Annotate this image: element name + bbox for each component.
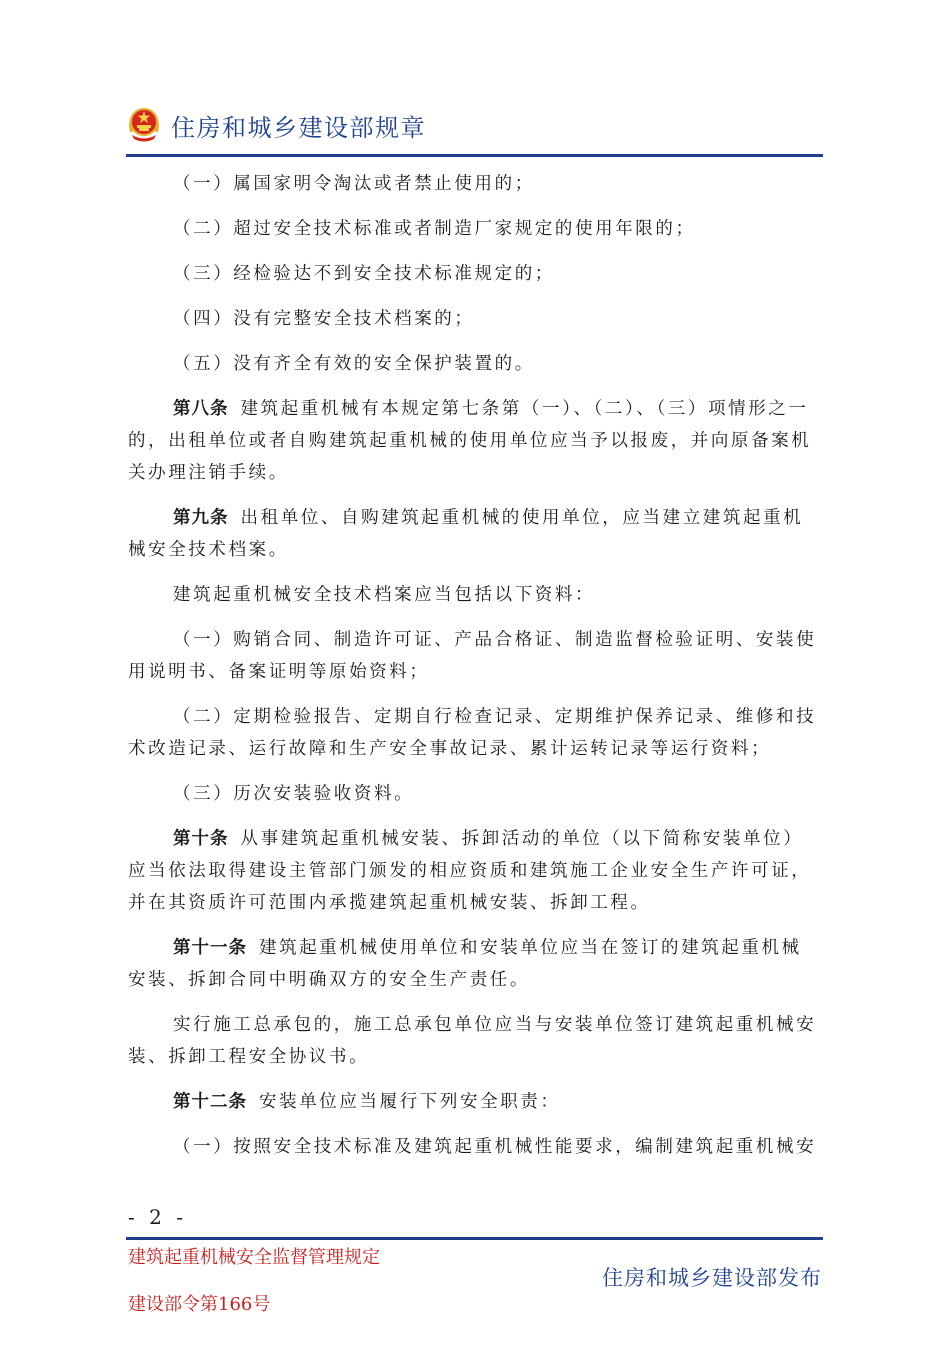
paragraph-text: （五）没有齐全有效的安全保护装置的。	[173, 354, 535, 374]
paragraph-text: （二）定期检验报告、定期自行检查记录、定期维护保养记录、维修和技术改造记录、运行故障和生产安全事故记录、累计运转记录等运行资料；	[128, 707, 817, 759]
page-number: - 2 -	[128, 1205, 187, 1229]
paragraph	[128, 778, 818, 810]
paragraph	[128, 213, 818, 245]
paragraph-text: （二）超过安全技术标准或者制造厂家规定的使用年限的；	[173, 219, 696, 239]
paragraph	[128, 303, 818, 335]
national-emblem-icon	[126, 104, 162, 142]
paragraph-text: 出租单位、自购建筑起重机械的使用单位，应当建立建筑起重机械安全技术档案。	[128, 508, 804, 560]
paragraph-text: （一）按照安全技术标准及建筑起重机械性能要求，编制建筑起重机械安	[173, 1137, 817, 1157]
paragraph	[128, 1009, 818, 1073]
page-header	[126, 104, 823, 158]
article-number: 第九条	[173, 508, 229, 528]
article-number: 第十二条	[173, 1092, 247, 1112]
document-body	[128, 168, 818, 1176]
article-paragraph	[128, 393, 818, 489]
article-number: 第八条	[173, 399, 229, 419]
paragraph-text: （一）购销合同、制造许可证、产品合格证、制造监督检验证明、安装使用说明书、备案证明等原始资料；	[128, 630, 817, 682]
paragraph	[128, 168, 818, 200]
paragraph	[128, 348, 818, 380]
paragraph	[128, 701, 818, 765]
paragraph-text: （四）没有完整安全技术档案的；	[173, 309, 475, 329]
header-divider	[126, 154, 823, 157]
paragraph-text: 从事建筑起重机械安装、拆卸活动的单位（以下简称安装单位）应当依法取得建设主管部门颁发的相应资质和建筑施工企业安全生产许可证，并在其资质许可范围内承揽建筑起重机械安装、拆卸工程。	[128, 829, 812, 913]
paragraph-text: 建筑起重机械使用单位和安装单位应当在签订的建筑起重机械安装、拆卸合同中明确双方的安全生产责任。	[128, 938, 802, 990]
footer-divider	[126, 1237, 823, 1240]
paragraph	[128, 258, 818, 290]
paragraph	[128, 579, 818, 611]
article-number: 第十一条	[173, 938, 247, 958]
paragraph-text: 安装单位应当履行下列安全职责：	[259, 1092, 561, 1112]
document-number: 建设部令第166号	[128, 1294, 271, 1315]
article-paragraph	[128, 932, 818, 996]
paragraph-text: 建筑起重机械有本规定第七条第（一）、（二）、（三）项情形之一的，出租单位或者自购建筑起重机械的使用单位应当予以报废，并向原备案机关办理注销手续。	[128, 399, 812, 483]
paragraph	[128, 1131, 818, 1163]
paragraph-text: 实行施工总承包的，施工总承包单位应当与安装单位签订建筑起重机械安装、拆卸工程安全协议书。	[128, 1015, 817, 1067]
paragraph-text: 建筑起重机械安全技术档案应当包括以下资料：	[173, 585, 596, 605]
paragraph-text: （三）历次安装验收资料。	[173, 784, 415, 804]
article-paragraph	[128, 823, 818, 919]
article-paragraph	[128, 502, 818, 566]
publisher-label: 住房和城乡建设部发布	[602, 1266, 822, 1290]
paragraph	[128, 624, 818, 688]
paragraph-text: （一）属国家明令淘汰或者禁止使用的；	[173, 174, 535, 194]
paragraph-text: （三）经检验达不到安全技术标准规定的；	[173, 264, 555, 284]
header-title: 住房和城乡建设部规章	[171, 114, 426, 142]
article-number: 第十条	[173, 829, 229, 849]
document-title: 建筑起重机械安全监督管理规定	[128, 1247, 380, 1268]
article-paragraph	[128, 1086, 818, 1118]
